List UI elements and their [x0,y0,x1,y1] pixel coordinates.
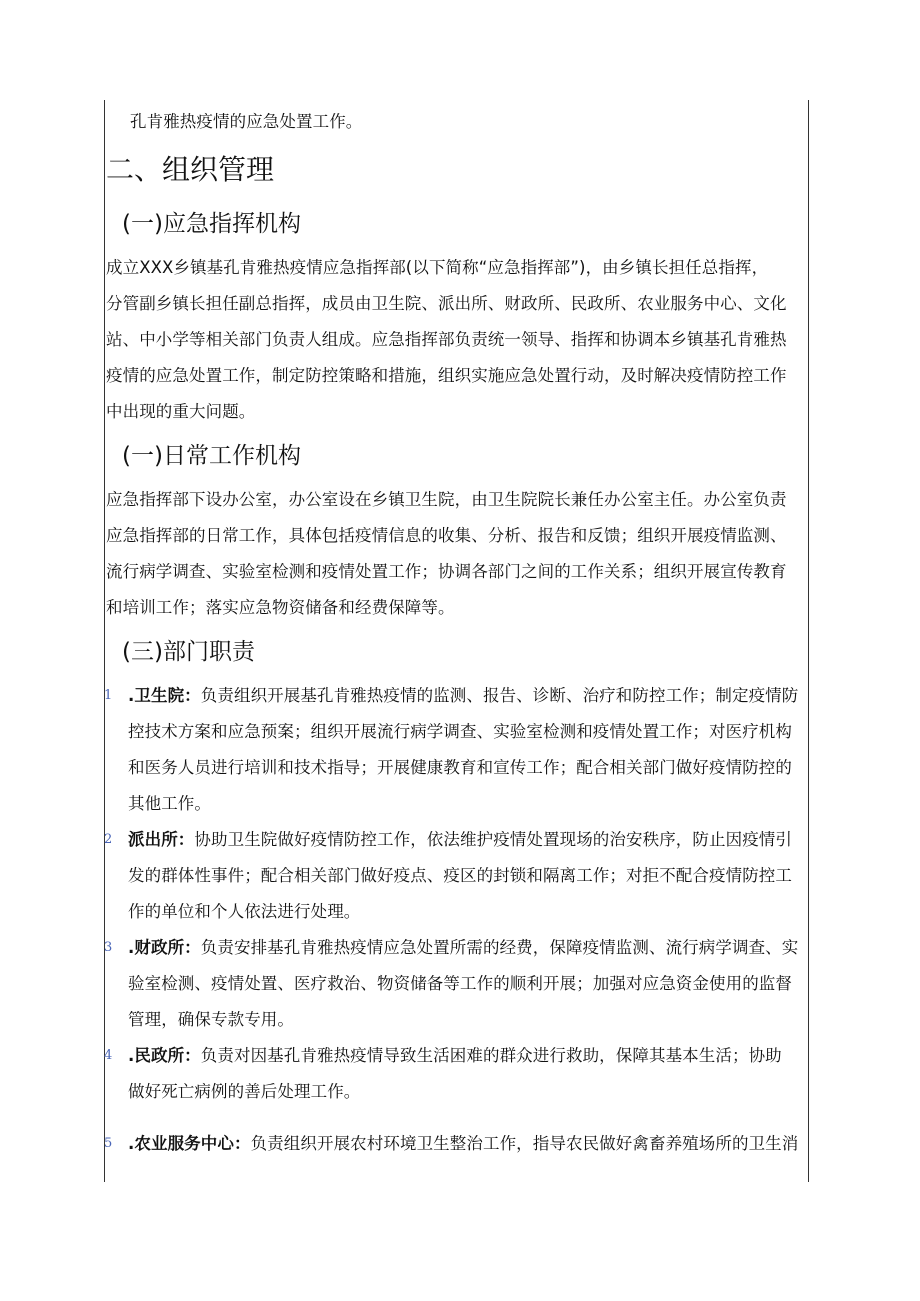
duty-text: 负责组织开展农村环境卫生整治工作，指导农民做好禽畜养殖场所的卫生消 [250,1134,799,1153]
duty-text: 和医务人员进行培训和技术指导；开展健康教育和宣传工作；配合相关部门做好疫情防控的 [128,758,792,777]
page-frame-left [104,100,105,1182]
duty-dot: . [128,1134,135,1153]
paragraph-line: 中出现的重大问题。 [106,402,256,421]
duty-dot: . [128,686,135,705]
duty-dot: . [128,1046,135,1065]
duty-text: 发的群体性事件；配合相关部门做好疫点、疫区的封锁和隔离工作；对拒不配合疫情防控工 [128,866,792,885]
duty-item [106,822,806,930]
duty-label: 民政所： [134,1046,201,1065]
duty-text: 负责组织开展基孔肯雅热疫情的监测、报告、诊断、治疗和防控工作；制定疫情防 [200,686,799,705]
spacer [106,1110,806,1126]
subsection-title: (一)日常工作机构 [122,443,301,469]
duty-item [106,1126,806,1162]
duty-text: 做好死亡病例的善后处理工作。 [128,1082,361,1101]
duty-dot: . [128,938,135,957]
duty-text: 负责对因基孔肯雅热疫情导致生活困难的群众进行救助，保障其基本生活；协助 [200,1046,782,1065]
paragraph-line: 站、中小学等相关部门负责人组成。应急指挥部负责统一领导、指挥和协调本乡镇基孔肯雅热 [106,330,787,349]
subsection-title: (一)应急指挥机构 [122,211,301,237]
subsection-title: (三)部门职责 [122,639,255,665]
duty-label: 农业服务中心： [134,1134,251,1153]
duty-text: 管理，确保专款专用。 [128,1010,294,1029]
subsection-paragraph [106,250,806,430]
duty-text: 验室检测、疫情处置、医疗救治、物资储备等工作的顺利开展；加强对应急资金使用的监督 [128,974,792,993]
paragraph-line: 流行病学调查、实验室检测和疫情处置工作；协调各部门之间的工作关系；组织开展宣传教育 [106,562,787,581]
page-frame-right [808,100,809,1182]
paragraph-line: 成立XXX乡镇基孔肯雅热疫情应急指挥部(以下简称“应急指挥部”)，由乡镇长担任总指挥， [106,258,769,277]
duty-label: 卫生院： [134,686,201,705]
intro-line: 孔肯雅热疫情的应急处置工作。 [130,112,363,131]
duty-number: 4 [104,1048,113,1063]
duty-text: 协助卫生院做好疫情防控工作，依法维护疫情处置现场的治安秩序，防止因疫情引 [194,830,793,849]
paragraph-line: 分管副乡镇长担任副总指挥，成员由卫生院、派出所、财政所、民政所、农业服务中心、文化 [106,294,787,313]
duty-number: 2 [104,832,113,847]
duty-number: 5 [104,1136,113,1151]
document-body [106,104,806,1162]
section-title: 二、组织管理 [106,153,275,186]
paragraph-line: 应急指挥部下设办公室，办公室设在乡镇卫生院，由卫生院院长兼任办公室主任。办公室负责 [106,490,787,509]
paragraph-line: 和培训工作；落实应急物资储备和经费保障等。 [106,598,455,617]
duty-text: 作的单位和个人依法进行处理。 [128,902,361,921]
duty-item [106,930,806,1038]
subsection-paragraph [106,482,806,626]
duty-number: 1 [104,688,113,703]
duty-text: 负责安排基孔肯雅热疫情应急处置所需的经费，保障疫情监测、流行病学调查、实 [200,938,799,957]
duty-text: 其他工作。 [128,794,211,813]
duty-item [106,1038,806,1110]
duty-number: 3 [104,940,113,955]
duty-text: 控技术方案和应急预案；组织开展流行病学调查、实验室检测和疫情处置工作；对医疗机构 [128,722,792,741]
paragraph-line: 应急指挥部的日常工作，具体包括疫情信息的收集、分析、报告和反馈；组织开展疫情监测、 [106,526,787,545]
duty-label: 财政所： [134,938,201,957]
paragraph-line: 疫情的应急处置工作，制定防控策略和措施，组织实施应急处置行动，及时解决疫情防控工作 [106,366,787,385]
duty-label: 派出所： [128,830,195,849]
duty-item [106,678,806,822]
